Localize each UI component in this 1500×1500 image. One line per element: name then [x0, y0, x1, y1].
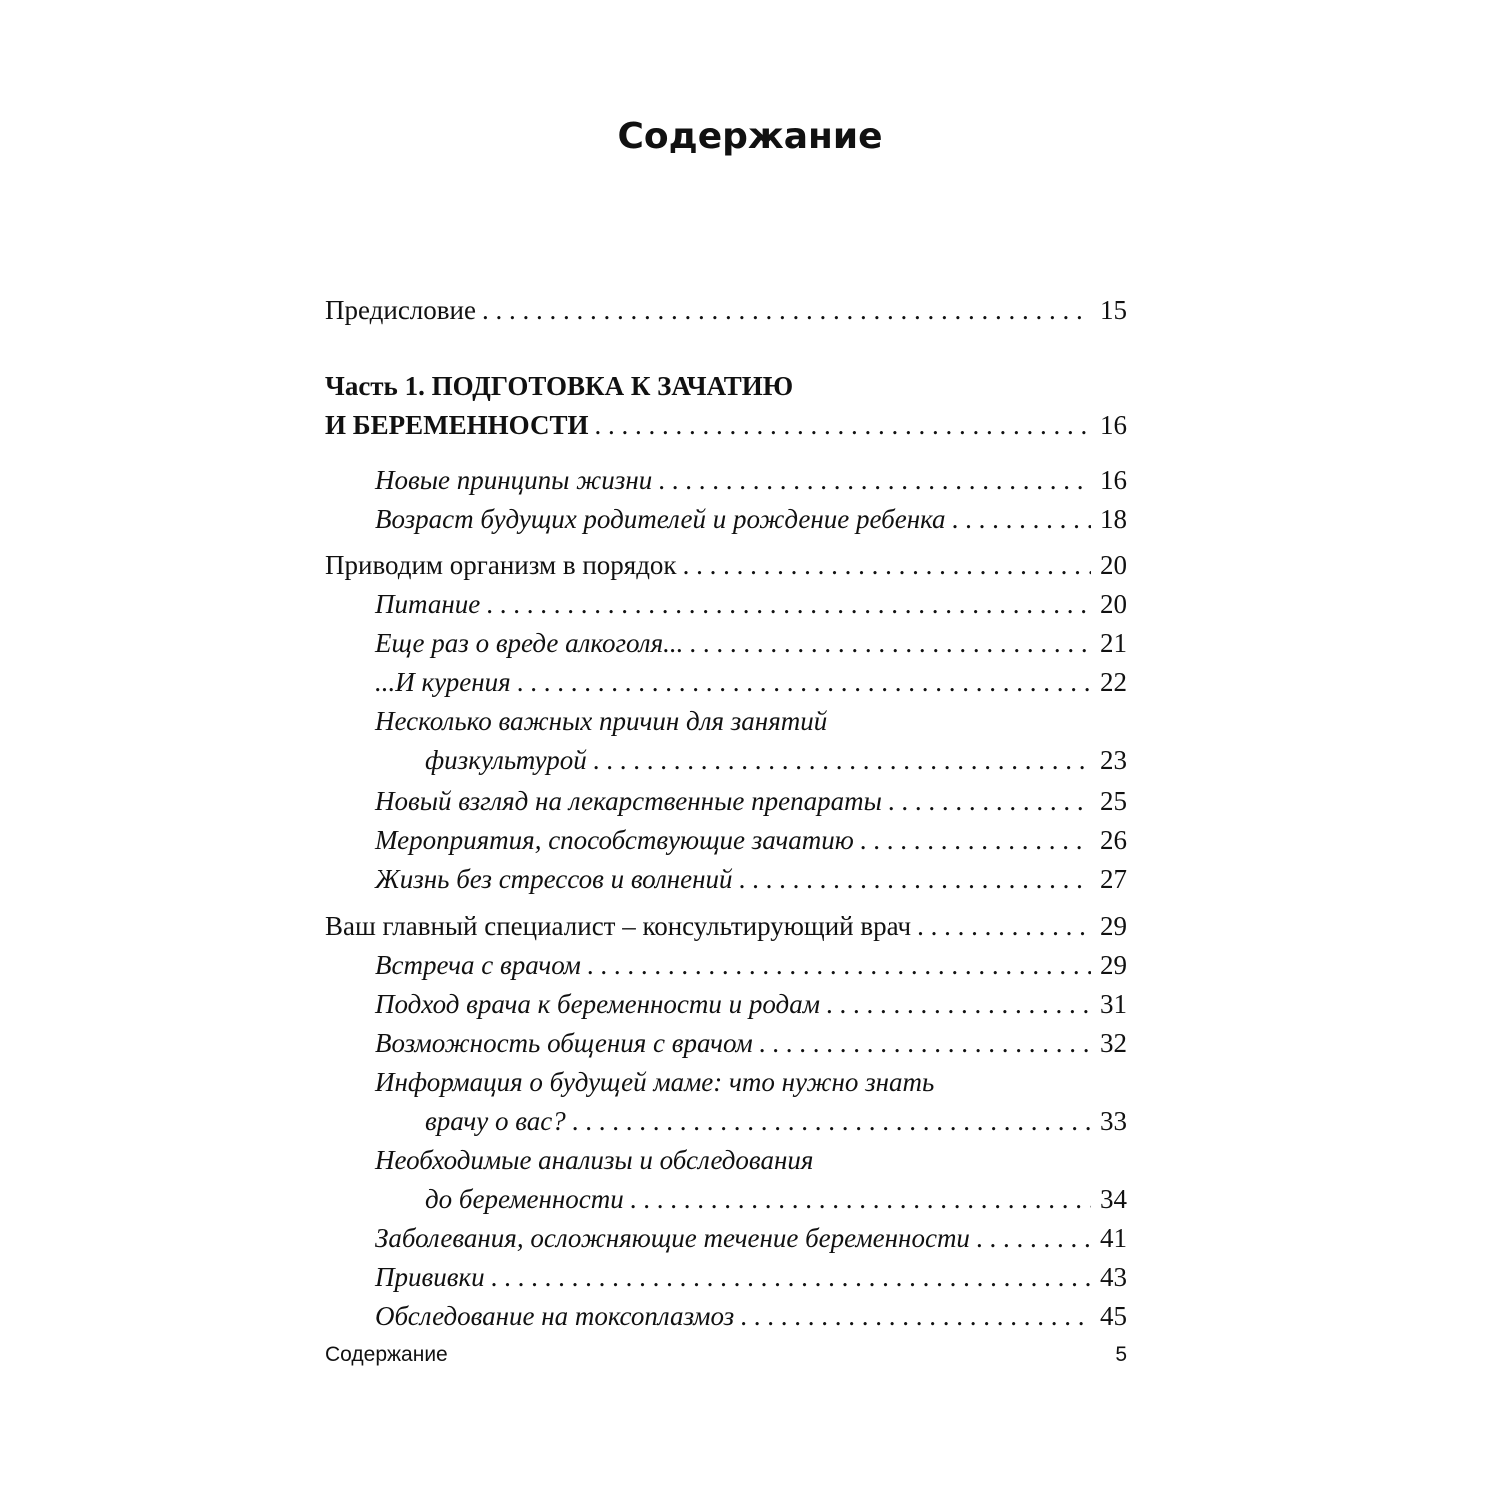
dot-leader: [740, 1297, 1091, 1336]
dot-leader: [491, 1258, 1091, 1297]
toc-entry-title: Предисловие: [325, 291, 482, 330]
toc-page-number: 31: [1100, 989, 1127, 1019]
toc-entry-section[interactable]: [325, 546, 1127, 585]
toc-page-number: 41: [1100, 1223, 1127, 1253]
toc-page-number: 16: [1100, 410, 1127, 440]
toc-entry-title: Жизнь без стрессов и волнений: [375, 860, 739, 899]
toc-entry-subsection[interactable]: [325, 1258, 1127, 1297]
toc-page-number: 20: [1100, 550, 1127, 580]
footer-page-number: 5: [1115, 1343, 1127, 1366]
dot-leader: [888, 782, 1091, 821]
dot-leader: [587, 946, 1091, 985]
toc-page-number: 29: [1100, 950, 1127, 980]
toc-entry-subsection[interactable]: [325, 624, 1127, 663]
toc-entry-title: Мероприятия, способствующие зачатию: [375, 821, 860, 860]
dot-leader: [630, 1180, 1091, 1219]
toc-entry-title: Прививки: [375, 1258, 491, 1297]
dot-leader: [593, 741, 1091, 780]
toc-entry-title-line1: Необходимые анализы и обследования: [375, 1145, 814, 1175]
dot-leader: [739, 860, 1091, 899]
toc-page-number: 15: [1100, 295, 1127, 325]
toc-entry-title-line2: И БЕРЕМЕННОСТИ: [325, 406, 594, 445]
toc-entry-subsection[interactable]: [325, 702, 1127, 780]
toc-entry-title: Подход врача к беременности и родам: [375, 985, 826, 1024]
toc-entry-title-line1: Часть 1. ПОДГОТОВКА К ЗАЧАТИЮ: [325, 371, 794, 401]
toc-entry-subsection[interactable]: [325, 585, 1127, 624]
toc-page-number: 22: [1100, 667, 1127, 697]
toc-entry-subsection[interactable]: [325, 860, 1127, 899]
dot-leader: [572, 1102, 1091, 1141]
toc-page-number: 34: [1100, 1184, 1127, 1214]
table-of-contents: [325, 0, 1127, 1500]
page-footer: [325, 1340, 1127, 1370]
toc-entry-title: ...И курения: [375, 663, 517, 702]
toc-entry-title-line1: Информация о будущей маме: что нужно знать: [375, 1067, 935, 1097]
toc-entry-subsection[interactable]: [325, 500, 1127, 539]
dot-leader: [976, 1219, 1091, 1258]
toc-entry-title: Встреча с врачом: [375, 946, 587, 985]
dot-leader: [594, 406, 1091, 445]
toc-entry-title: Еще раз о вреде алкоголя...: [375, 624, 689, 663]
dot-leader: [952, 500, 1091, 539]
toc-entry-title: Приводим организм в порядок: [325, 546, 683, 585]
toc-entry-part-1[interactable]: [325, 367, 1127, 445]
toc-entry-subsection[interactable]: [325, 1219, 1127, 1258]
toc-entry-preface[interactable]: [325, 291, 1127, 330]
footer-section-title: Содержание: [325, 1343, 448, 1366]
toc-entry-title: Новые принципы жизни: [375, 461, 658, 500]
toc-page-number: 16: [1100, 465, 1127, 495]
dot-leader: [517, 663, 1091, 702]
toc-page-number: 29: [1100, 911, 1127, 941]
toc-page-number: 23: [1100, 745, 1127, 775]
toc-page-number: 20: [1100, 589, 1127, 619]
toc-entry-title: Обследование на токсоплазмоз: [375, 1297, 740, 1336]
toc-entry-title-line2: до беременности: [425, 1180, 630, 1219]
toc-entry-title-line2: физкультурой: [425, 741, 593, 780]
toc-entry-title-line2: врачу о вас?: [425, 1102, 572, 1141]
toc-entry-subsection[interactable]: [325, 663, 1127, 702]
dot-leader: [658, 461, 1091, 500]
page-title: Содержание: [617, 116, 883, 157]
toc-page-number: 25: [1100, 786, 1127, 816]
dot-leader: [482, 291, 1091, 330]
dot-leader: [826, 985, 1091, 1024]
toc-entry-subsection[interactable]: [325, 946, 1127, 985]
toc-entry-title: Новый взгляд на лекарственные препараты: [375, 782, 888, 821]
toc-entry-subsection[interactable]: [325, 821, 1127, 860]
toc-entry-title: Питание: [375, 585, 486, 624]
toc-entry-subsection[interactable]: [325, 782, 1127, 821]
toc-entry-title: Возможность общения с врачом: [375, 1024, 759, 1063]
toc-entry-subsection[interactable]: [325, 1063, 1127, 1141]
toc-entry-title: Ваш главный специалист – консультирующий врач: [325, 907, 917, 946]
toc-page-number: 33: [1100, 1106, 1127, 1136]
toc-entry-subsection[interactable]: [325, 985, 1127, 1024]
dot-leader: [683, 546, 1091, 585]
dot-leader: [486, 585, 1091, 624]
dot-leader: [860, 821, 1091, 860]
toc-page-number: 27: [1100, 864, 1127, 894]
toc-entry-title-line1: Несколько важных причин для занятий: [375, 706, 828, 736]
toc-entry-title: Заболевания, осложняющие течение беременности: [375, 1219, 976, 1258]
dot-leader: [689, 624, 1091, 663]
dot-leader: [917, 907, 1091, 946]
toc-entry-section[interactable]: [325, 907, 1127, 946]
toc-page-number: 26: [1100, 825, 1127, 855]
toc-entry-title: Возраст будущих родителей и рождение ребенка: [375, 500, 952, 539]
toc-page-number: 43: [1100, 1262, 1127, 1292]
toc-entry-subsection[interactable]: [325, 1297, 1127, 1336]
toc-entry-subsection[interactable]: [325, 1141, 1127, 1219]
toc-entry-subsection[interactable]: [325, 461, 1127, 500]
toc-page-number: 45: [1100, 1301, 1127, 1331]
toc-page-number: 21: [1100, 628, 1127, 658]
toc-entry-subsection[interactable]: [325, 1024, 1127, 1063]
toc-page-number: 18: [1100, 504, 1127, 534]
dot-leader: [759, 1024, 1091, 1063]
toc-page-number: 32: [1100, 1028, 1127, 1058]
